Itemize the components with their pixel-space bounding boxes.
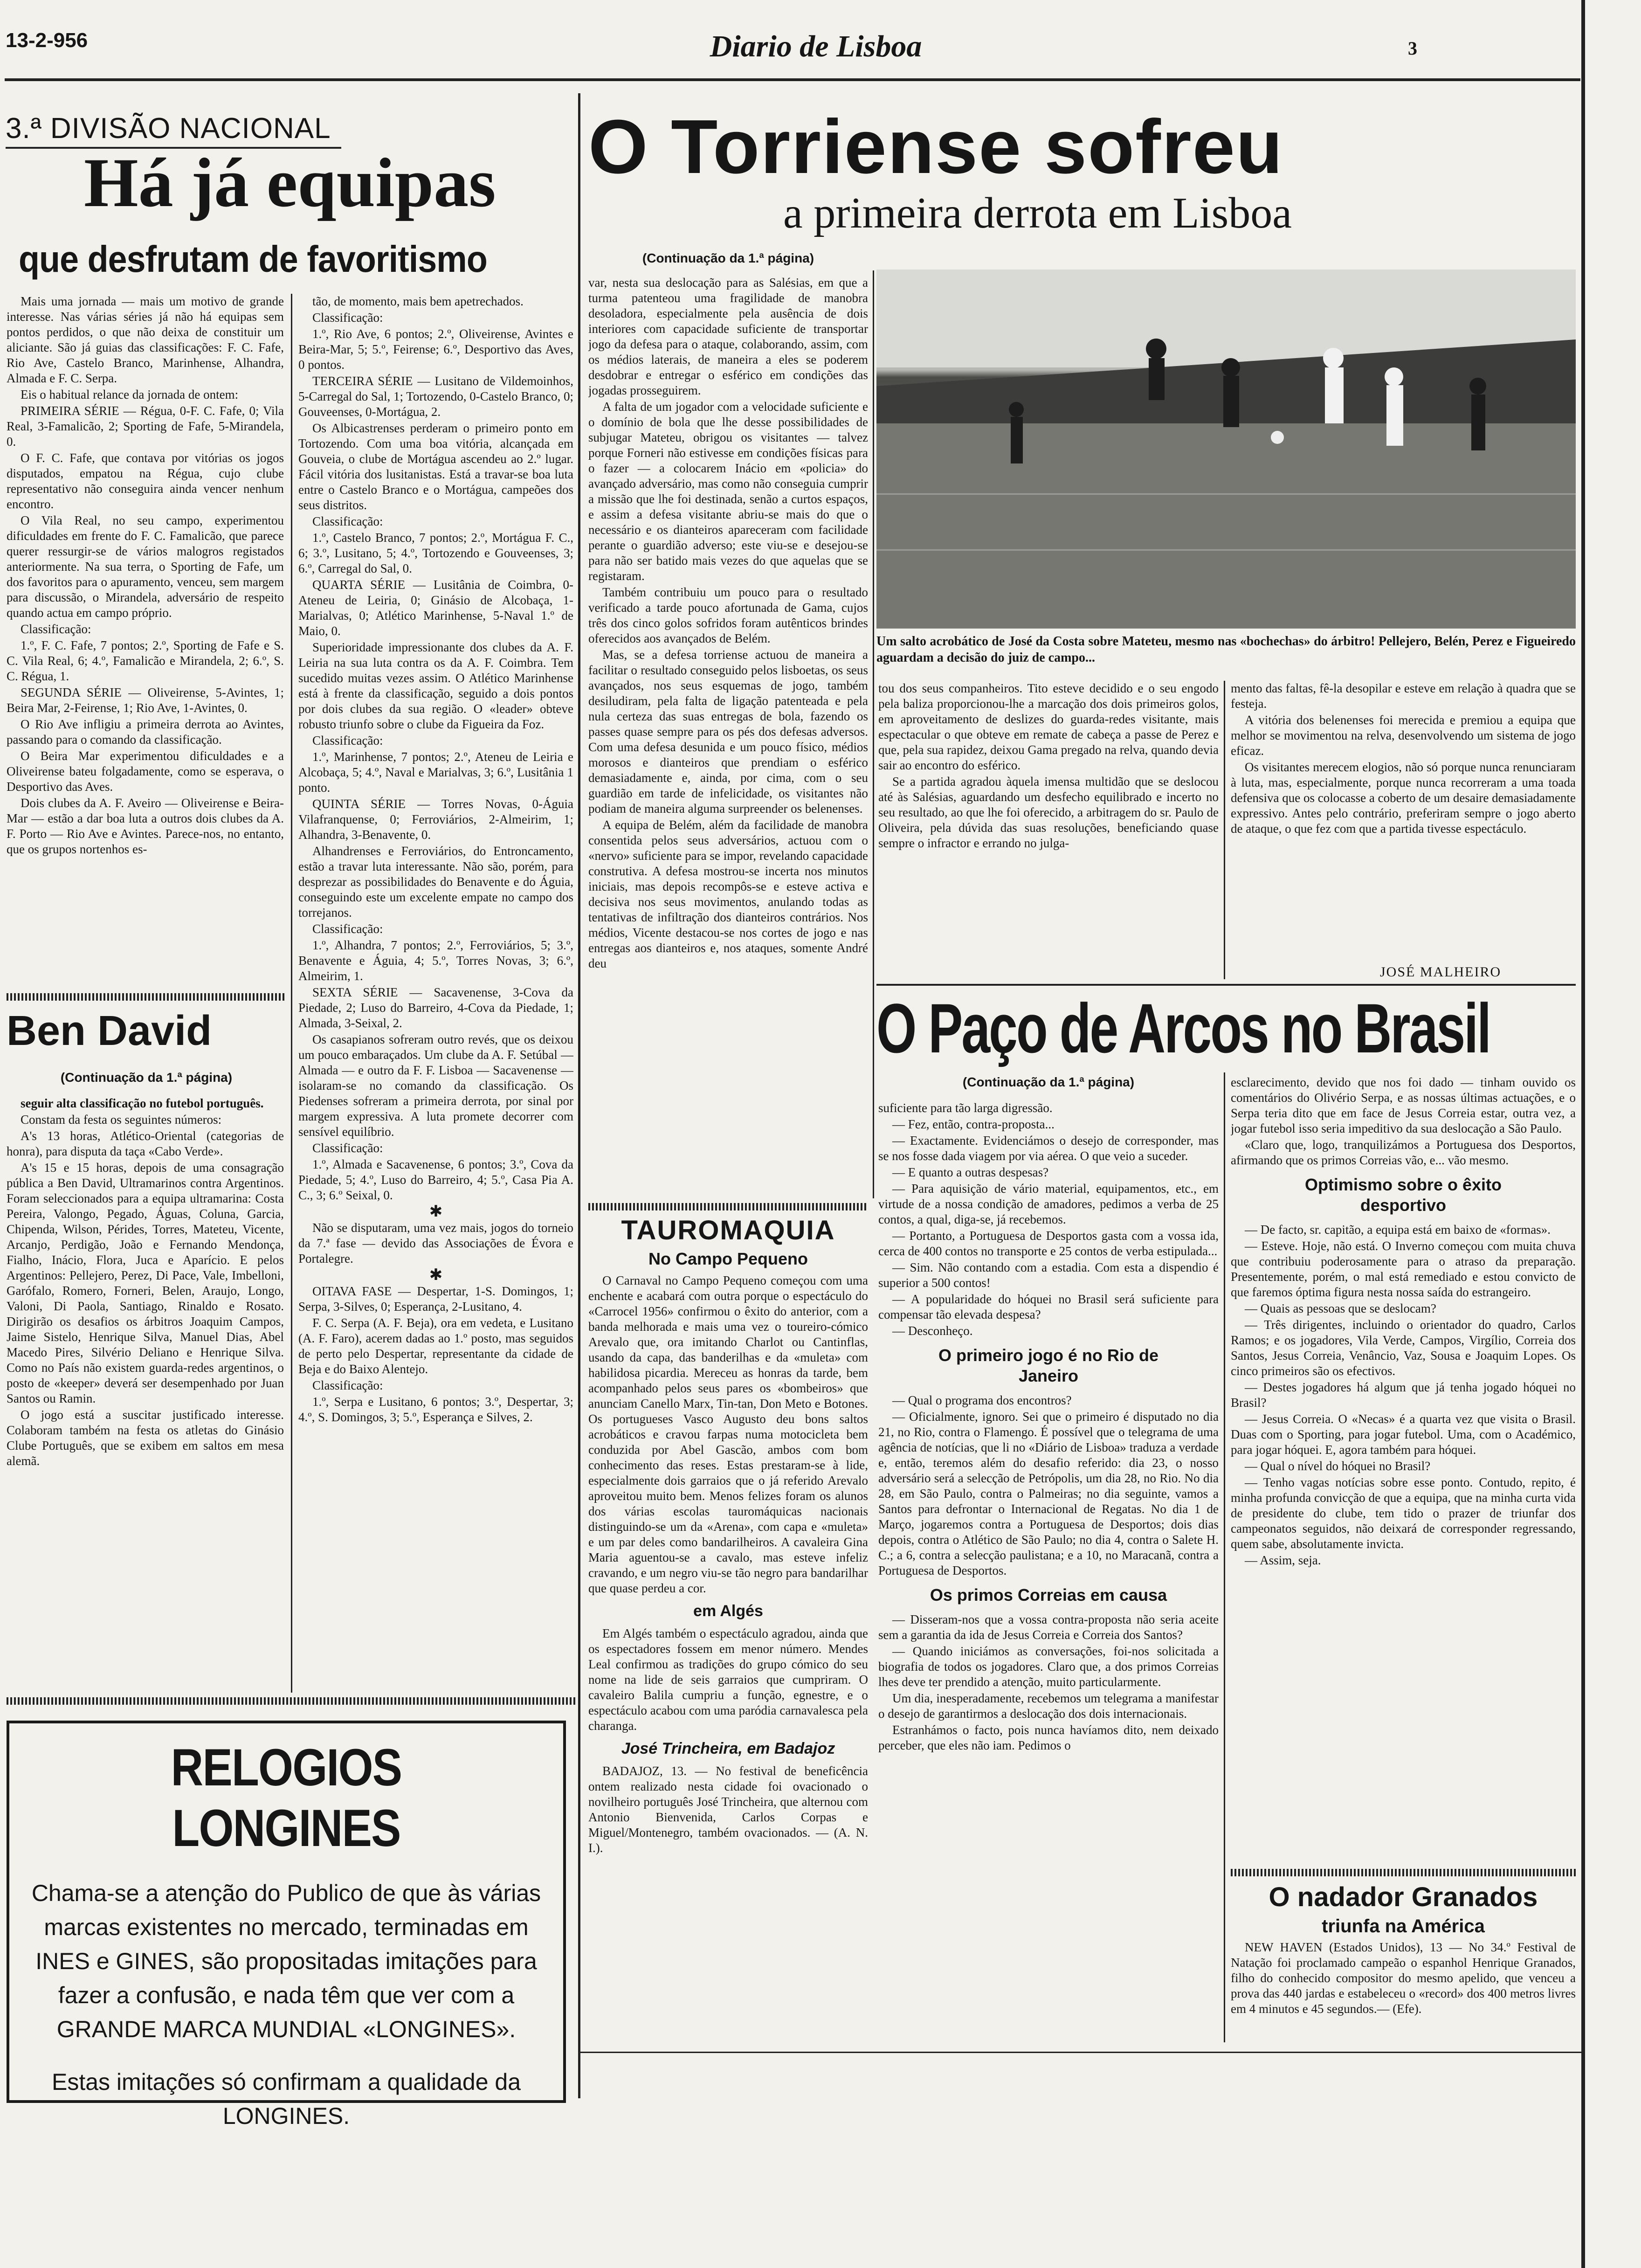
paragraph: 1.º, F. C. Fafe, 7 pontos; 2.º, Sporting de Fafe e S. C. Vila Real, 6; 4.º, Famalicão e Mirandela, 2; 6.º, S. C. Régua, 1. <box>7 638 284 683</box>
granados-title: O nadador Granados <box>1269 1882 1538 1912</box>
paragraph: 1.º, Rio Ave, 6 pontos; 2.º, Oliveirense, Avintes e Beira-Mar, 5; 5.º, Feirense; 6.º, Desportivo das Aves, 0 pontos. <box>298 327 573 372</box>
paragraph: «Claro que, logo, tranquilizámos a Portuguesa dos Desportos, afirmando que os primos Correias vão, e... vão mesmo. <box>1231 1138 1576 1167</box>
paragraph: — Portanto, a Portuguesa de Desportos gasta com a vossa ida, cerca de 400 contos no transporte e 25 contos de verba estipulada... <box>878 1229 1219 1258</box>
paragraph: NEW HAVEN (Estados Unidos), 13 — No 34.º Festival de Natação foi proclamado campeão o espanhol Henrique Granados, filho do conhecido compositor do mesmo apelido, que venceu a prova das 440 jardas e estabeleceu o «record» dos 400 metros livres em 4 minutos e 45 segundos.— (Efe). <box>1231 1940 1576 2016</box>
paco-subhead: O primeiro jogo é no Rio de Janeiro <box>938 1346 1159 1385</box>
paragraph: Classificação: <box>312 1378 383 1392</box>
masthead: Diario de Lisboa <box>710 29 922 63</box>
paragraph: Classificação: <box>312 514 383 528</box>
section-divider <box>7 993 286 1001</box>
tauromaquia-subhead: em Algés <box>693 1602 763 1620</box>
paragraph: — Qual o programa dos encontros? <box>892 1393 1072 1407</box>
paragraph: — Exactamente. Evidenciámos o desejo de corresponder, mas se nos fosse dada viagem por via aérea. O que veio a suceder. <box>878 1134 1219 1163</box>
ben-david-continuation: (Continuação da 1.ª página) <box>60 1070 233 1085</box>
paco-title: O Paço de Arcos no Brasil <box>876 989 1490 1067</box>
paragraph: tão, de momento, mais bem apetrechados. <box>312 294 524 308</box>
paragraph: — Tenho vagas notícias sobre esse ponto. Contudo, repito, é minha profunda convicção de que a equipa, que na minha curta vida de presidente do clube, tem tido o prazer de triunfar dos campeonatos seguidos, não deixará de corresponder regressando, quem sabe, absolutamente invicta. <box>1231 1475 1576 1551</box>
paragraph: Alhandrenses e Ferroviários, do Entroncamento, estão a travar luta interessante. Não são, porém, para desprezar as possibilidades do Benavente e do Águia, conseguindo este um excelente empate no campo dos torrejanos. <box>298 844 573 920</box>
paragraph: Classificação: <box>21 622 91 636</box>
ad-headline: RELOGIOS LONGINES <box>171 1738 402 1857</box>
column-rule <box>1224 681 1225 979</box>
paragraph: Um dia, inesperadamente, recebemos um telegrama a manifestar o desejo de garantirmos a deslocação dos dois internacionais. <box>878 1691 1219 1721</box>
photo-caption: Um salto acrobático de José da Costa sobre Mateteu, mesmo nas «bochechas» do árbitro! Pellejero, Belén, Perez e Figueiredo aguardam a decisão do juiz de campo... <box>876 634 1576 665</box>
longines-ad <box>7 1721 566 2129</box>
paragraph: mento das faltas, fê-la desopilar e esteve em relação à quadra que se festeja. <box>1231 681 1576 711</box>
paragraph: Não se disputaram, uma vez mais, jogos do torneio da 7.ª fase — devido das Associações de Évora e Portalegre. <box>298 1221 573 1265</box>
right-edge-rule <box>1581 0 1585 2268</box>
paragraph: — Disseram-nos que a vossa contra-proposta não seria aceite sem a garantia da ida de Jesus Correia e Correia dos Santos? <box>878 1612 1219 1642</box>
article-subtitle: que desfrutam de favoritismo <box>19 238 487 280</box>
article-kicker: 3.ª DIVISÃO NACIONAL <box>6 112 331 145</box>
granados-subtitle: triunfa na América <box>1322 1916 1485 1936</box>
paragraph: — Desconheço. <box>892 1324 973 1338</box>
paragraph: 1.º, Almada e Sacavenense, 6 pontos; 3.º, Cova da Piedade, 5; 4.º, Luso do Barreiro, 4; 5.º, Casa Pia A. C., 3; 6.º Seixal, 0. <box>298 1157 573 1202</box>
paragraph: SEGUNDA SÉRIE — Oliveirense, 5-Avintes, 1; Beira Mar, 2-Feirense, 1; Rio Ave, 1-Avintes, 0. <box>7 685 284 715</box>
paragraph: A's 15 e 15 horas, depois de uma consagração pública a Ben David, Ultramarinos contra Argentinos. Foram seleccionados para a equipa ultramarina: Costa Pereira, Valongo, Pegado, Águas, Coluna, Garcia, Chipenda, Wilson, Pérides, Torres, Mateteu, Vicente, Arcanjo, Perdigão, João e Fernando Mendonça, Fialho, Inácio, Flora, Juca e Aparício. E pelos Argentinos: Pellejero, Perez, Di Pace, Vale, Imbelloni, Garófalo, Romero, Forneri, Belen, Araujo, Longo, Valoni, Di Paola, Santiago, Rinaldo e Rosato. Dirigirão os desafios os árbitros Joaquim Campos, Jaime Sistelo, Henrique Silva, Manuel Dias, Abel Macedo Pires, Silvério Deliano e Henrique Silva. Como no País não existem guarda-redes argentinos, o posto de «keeper» deverá ser desempenhado por Juan Santos ou Ramin. <box>7 1161 284 1405</box>
paragraph: SEXTA SÉRIE — Sacavenense, 3-Cova da Piedade, 2; Luso do Barreiro, 4-Cova da Piedade, 1; Almada, 3-Seixal, 2. <box>298 985 573 1030</box>
torriense-title-line2: a primeira derrota em Lisboa <box>783 189 1292 237</box>
paragraph: A equipa de Belém, além da facilidade de manobra consentida pelos seus adversários, actuou com o «nervo» suficiente para se impor, revelando capacidade construtiva. A defesa mostrou-se incerta nos minutos iniciais, mas depois recompôs-se e esteve activa e decisiva nos seus movimentos, anulando todas as tentativas de infiltração dos dianteiros contrários. Nos médios, Vicente destacou-se nos cortes de jogo e nas entregas aos dianteiros e, nos ataques, somente André deu <box>588 818 868 970</box>
ben-david-title: Ben David <box>7 1008 212 1054</box>
paragraph: OITAVA FASE — Despertar, 1-S. Domingos, 1; Serpa, 3-Silves, 0; Esperança, 2-Lusitano, 4. <box>298 1284 573 1314</box>
paragraph: Classificação: <box>312 311 383 325</box>
paragraph: A vitória dos belenenses foi merecida e premiou a equipa que melhor se movimentou na relva, desenvolvendo um sistema de jogo eficaz. <box>1231 713 1576 758</box>
paragraph: Superioridade impressionante dos clubes da A. F. Leiria na sua luta contra os da A. F. Coimbra. Tem sucedido muitas vezes assim. O Atlético Marinhense está à frente da classificação, seguido a dois pontos por dois clubes da sua região. O «leader» obteve robusto triunfo sobre o clube da Figueira da Foz. <box>298 640 573 731</box>
header-date: 13-2-956 <box>6 29 88 52</box>
paragraph: — A popularidade do hóquei no Brasil será suficiente para compensar tão elevada despesa? <box>878 1292 1219 1321</box>
paragraph: — Esteve. Hoje, não está. O Inverno começou com muita chuva que contribuiu poderosamente para o atraso da preparação. Presentemente, porém, o mal está remediado e estou convicto de que faremos óptima figura nesta nossa saída do estrangeiro. <box>1231 1239 1576 1299</box>
paragraph: QUARTA SÉRIE — Lusitânia de Coimbra, 0-Ateneu de Leiria, 0; Ginásio de Alcobaça, 1-Marialvas, 0; Atlético Marinhense, 5-Naval 1.º de Maio, 0. <box>298 578 573 638</box>
section-divider <box>1231 1869 1576 1876</box>
ad-body: Chama-se a atenção do Publico de que às várias marcas existentes no mercado, terminadas em INES e GINES, são propositadas imitações para fazer a confusão, e nada têm que ver com a GRANDE MARCA MUNDIAL «LONGINES». <box>31 1880 541 2042</box>
paragraph: — Oficialmente, ignoro. Sei que o primeiro é disputado no dia 21, no Rio, contra o Flamengo. É possível que o telegrama de uma agência de notícias, que li no «Diário de Lisboa» traduza a verdade e, então, teremos além do desafio referido: dia 23, o nosso adversário será a selecção de Petrópolis, um dia 28, no Rio. No dia 28, em São Paulo, contra o Palmeiras; no dia seguinte, vamos a Santos para defrontar o Internacional de Regatas. No dia 1 de Março, jogaremos contra a Portuguesa de Desportos; dois dias depois, contra o Atlético de São Paulo; no dia 4, contra o Salete H. C.; a 6, contra a selecção paulistana; e a 10, no Maracanã, contra a Portuguesa de Desportos. <box>878 1410 1219 1577</box>
paragraph: — Quais as pessoas que se deslocam? <box>1245 1301 1436 1315</box>
paragraph: tou dos seus companheiros. Tito esteve decidido e o seu engodo pela baliza proporcionou-lhe a marcação dos dois primeiros golos, em aproveitamento de deslizes do guarda-redes visitante, mais espectacular o que obteve em remate de cabeça a passe de Perez e que, pela sua rapidez, deixou Gama pregado na relva, quando devia sair ao encontro do esférico. <box>878 681 1219 772</box>
section-rule <box>876 984 1576 986</box>
paragraph: — Sim. Não contando com a estadia. Com esta a dispendio é superior a 500 contos! <box>878 1260 1219 1290</box>
paragraph: — Três dirigentes, incluindo o orientador do quadro, Carlos Ramos; e os jogadores, Vila Verde, Campos, Virgílio, Correia dos Santos, Jesus Correia, Venâncio, Vaz, Sousa e Joaquim Lopes. Os cinco primeiros são os efectivos. <box>1231 1318 1576 1378</box>
paragraph: Os Albicastrenses perderam o primeiro ponto em Tortozendo. Com uma boa vitória, alcançada em Gouveia, o clube de Mortágua ascendeu ao 2.º lugar. Fácil vitória dos lusitanistas. Está a travar-se boa luta entre o Castelo Branco e o Mortágua, campeões dos seus distritos. <box>298 421 573 512</box>
paragraph: O Carnaval no Campo Pequeno começou com uma enchente e acabará com outra porque o espectáculo do «Carrocel 1956» confirmou o êxito do anterior, com a banda melhorada e mais uma vez o toureiro-cómico Arevalo que, ora imitando Charlot ou Cantinflas, usando da capa, das banderilhas e da «muleta» com habilidosa picardia. Mereceu as honras da tarde, bem acompanhado pelos seus pares os «bombeiros» que anunciam Canello Marx, Tin-tan, Don Meto e Botones. Os portugueses Vasco Augusto deu bons saltos acrobáticos e cravou farpas numa motocicleta bem conduzida por Abel Gascão, ambos com bom conhecimento das reses. Estas prestaram-se à lide, especialmente dois garraios que o já referido Arevalo aproveitou muito bem. Menos felizes foram os alunos dos várias escolas tauromáquicas nacionais distinguindo-se um da «Arena», com capa e «muleta» e um par deles como bandarilheiros. A cavaleira Gina Maria aguentou-se a cavalo, mas esteve infeliz cravando, e um negro viu-se tão negro para bandarilhar que quase perdeu a cor. <box>588 1273 868 1595</box>
paco-col2 <box>1231 1075 1576 1867</box>
torriense-continuation: (Continuação da 1.ª página) <box>642 251 814 265</box>
paragraph: — Para aquisição de vário material, equipamentos, etc., em virtude de a nossa condição de amadores, pedimos a verba de 25 contos, a qual, diga-se, já recebemos. <box>878 1182 1219 1226</box>
torriense-col1 <box>588 275 868 1201</box>
left-article-col1 <box>7 294 284 984</box>
ad-footer: Estas imitações só confirmam a qualidade da LONGINES. <box>51 2069 521 2129</box>
paragraph: A falta de um jogador com a velocidade suficiente e o domínio de bola que lhe desse possibilidades de subjugar Mateteu, obrigou os visitantes — talvez porque Forneri não estivesse em condições físicas para o fazer — a colocarem Inácio em «policia» do avançado adversário, mas como não conseguia cumprir a missão que lhe foi destinada, senão a curtos espaços, e assim a defesa visitante abriu-se mais do que o necessário e os dianteiros apareceram com facilidade perante o guardião adverso; este viu-se e desejou-se para não ser batido mais vezes do que aquelas que se registaram. <box>588 400 868 583</box>
paragraph: — E quanto a outras despesas? <box>892 1165 1049 1179</box>
paragraph: Estranhámos o facto, pois nunca havíamos dito, nem deixado perceber, que eles não iam. Pedimos o <box>878 1723 1219 1752</box>
tauromaquia-body <box>588 1273 868 2047</box>
paragraph: PRIMEIRA SÉRIE — Régua, 0-F. C. Fafe, 0; Vila Real, 3-Famalicão, 2; Sporting de Fafe, 5-Mirandela, 0. <box>7 404 284 449</box>
section-divider <box>7 1697 575 1705</box>
paragraph: O Beira Mar experimentou dificuldades e a Oliveirense bateu folgadamente, como se esperava, o Desportivo das Aves. <box>7 749 284 794</box>
tauromaquia-title: TAUROMAQUIA <box>621 1215 835 1245</box>
paragraph: Também contribuiu um pouco para o resultado verificado a tarde pouco afortunada de Gama, cujos três dos cinco golos sofridos foram autênticos brindes oferecidos aos avançados de Belém. <box>588 585 868 645</box>
torriense-col2 <box>878 681 1219 979</box>
header-rule <box>5 78 1580 81</box>
paragraph: Em Algés também o espectáculo agradou, ainda que os espectadores fossem em menor número. Mendes Leal confirmou as tradições do grupo cómico do seu nome na lide de seis garraios que cumpriram. O cavaleiro Balila cumpriu a função, egnestre, e o espectáculo acabou com uma paródia carnavalesca pela charanga. <box>588 1626 868 1733</box>
tauromaquia-subhead: No Campo Pequeno <box>648 1249 808 1268</box>
paragraph: 1.º, Serpa e Lusitano, 6 pontos; 3.º, Despertar, 3; 4.º, S. Domingos, 3; 5.º, Esperança e Silves, 2. <box>298 1395 573 1424</box>
paco-subhead: Os primos Correias em causa <box>930 1585 1167 1604</box>
paragraph: A's 13 horas, Atlético-Oriental (categorias de honra), para disputa da taça «Cabo Verde». <box>7 1129 284 1158</box>
paragraph: Classificação: <box>312 733 383 747</box>
paragraph: Classificação: <box>312 1141 383 1155</box>
page-number: 3 <box>1408 38 1417 59</box>
column-rule <box>1224 1072 1225 2042</box>
paragraph: — Jesus Correia. O «Necas» é a quarta vez que visita o Brasil. Duas com o Sporting, para jogar futebol. Uma, com o Académico, para jogar hóquei. E, agora também para hóquei. <box>1231 1412 1576 1457</box>
main-vertical-rule <box>578 93 580 2098</box>
paragraph: O jogo está a suscitar justificado interesse. Colaboram também na festa os atletas do Ginásio Clube Português, que se exibem em saltos em mesa alemã. <box>7 1408 284 1468</box>
paragraph: Se a partida agradou àquela imensa multidão que se deslocou até às Salésias, aguardando um desfecho equilibrado e incerto no seu resultado, ao que lhe foi oferecido, a arbitragem do sr. Paulo de Oliveira, pela dúvida das suas resoluções, beneficiando quase sempre o infractor e errando no julga- <box>878 774 1219 850</box>
paragraph: O Vila Real, no seu campo, experimentou dificuldades em frente do F. C. Famalicão, que parece querer ressurgir-se de vários malogros registados anteriormente. Na sua terra, o Sporting de Fafe, um dos favoritos para o apuramento, venceu, sem margem para discussão, o Mirandela, adversário de respeito quando actua em campo próprio. <box>7 513 284 620</box>
paragraph: Os visitantes merecem elogios, não só porque nunca renunciaram à luta, mas, especialmente, porque nunca recorreram a uma toada defensiva que os colocasse a coberto de um desaire demasiadamente expressivo. Antes pelo contrário, preferiram sempre o jogo aberto de ataque, o que fez com que a partida tivesse espectáculo. <box>1231 760 1576 836</box>
tauromaquia-subhead: José Trincheira, em Badajoz <box>621 1740 835 1757</box>
paco-continuation: (Continuação da 1.ª página) <box>962 1075 1135 1089</box>
paco-subhead: Optimismo sobre o êxito desportivo <box>1304 1175 1502 1215</box>
paragraph: Classificação: <box>312 922 383 936</box>
paragraph: QUINTA SÉRIE — Torres Novas, 0-Águia Vilafranquense, 0; Ferroviários, 2-Almeirim, 1; Alhandra, 3-Benavente, 0. <box>298 797 573 842</box>
granados-body <box>1231 1940 1576 2047</box>
paragraph: esclarecimento, devido que nos foi dado — tinham ouvido os comentários do Olivério Serpa, e as nossas últimas actuações, e o Serpa teria dito que em face de Jesus Correia estar, outra vez, a jogar futebol isso seria impeditivo da sua deslocação a São Paulo. <box>1231 1075 1576 1135</box>
paragraph: 1.º, Marinhense, 7 pontos; 2.º, Ateneu de Leiria e Alcobaça, 5; 4.º, Naval e Marialvas, 3; 6.º, Lusitânia 1 ponto. <box>298 750 573 795</box>
paco-col1 <box>878 1100 1219 2042</box>
article-title: Há já equipas <box>84 144 496 221</box>
torriense-col3 <box>1231 681 1576 961</box>
paragraph: seguir alta classificação no futebol português. <box>21 1096 264 1110</box>
paragraph: Eis o habitual relance da jornada de ontem: <box>21 387 239 401</box>
paragraph: Os casapianos sofreram outro revés, que os deixou um pouco embaraçados. Um clube da A. F. Setúbal — Almada — e outro da F. F. Lisboa — Sacavenense — isolaram-se no comando da classificação. Os Piedenses sofreram a primeira derrota, por sinal por margem expressiva. A luta promete decorrer com sensível equilíbrio. <box>298 1032 573 1139</box>
torriense-title-line1: O Torriense sofreu <box>588 104 1284 189</box>
paragraph: F. C. Serpa (A. F. Beja), ora em vedeta, e Lusitano (A. F. Faro), acerem dadas ao 1.º posto, mas seguidos de perto pelo Despertar, representante da cidade de Beja e do Baixo Alentejo. <box>298 1316 573 1376</box>
paragraph: var, nesta sua deslocação para as Salésias, em que a turma patenteou uma fragilidade de manobra desoladora, especialmente pela ausência de dois interiores com capacidade suficiente de transportar jogo da defesa para o ataque, colaborando, assim, com os médios laterais, de maneira a eles se poderem desdobrar e entregar o esférico em condições das jogadas prosseguirem. <box>588 276 868 397</box>
paragraph: — Assim, seja. <box>1245 1553 1321 1567</box>
paragraph: TERCEIRA SÉRIE — Lusitano de Vildemoinhos, 5-Carregal do Sal, 1; Tortozendo, 0-Castelo Branco, 0; Gouveenses, 0-Mortágua, 2. <box>298 374 573 419</box>
left-article-col2 <box>298 294 573 1693</box>
paragraph: O Rio Ave infligiu a primeira derrota ao Avintes, passando para o comando da classificação. <box>7 717 284 747</box>
paragraph: — Quando iniciámos as conversações, foi-nos solicitada a biografia de todos os jogadores. Claro que, a dos primos Correias lhes deve ter prendido a atenção, muito particularmente. <box>878 1644 1219 1689</box>
column-rule <box>291 294 292 1693</box>
paragraph: Constam da festa os seguintes números: <box>21 1113 222 1127</box>
section-divider <box>588 1203 868 1210</box>
paragraph: — Qual o nível do hóquei no Brasil? <box>1245 1459 1431 1473</box>
paragraph: 1.º, Castelo Branco, 7 pontos; 2.º, Mortágua F. C., 6; 3.º, Lusitano, 5; 4.º, Tortozendo e Gouveenses, 3; 6.º, Carregal do Sal, 0. <box>298 531 573 575</box>
paragraph: 1.º, Alhandra, 7 pontos; 2.º, Ferroviários, 5; 3.º, Benavente e Águia, 4; 5.º, Torres Novas, 3; 6.º, Almeirim, 1. <box>298 938 573 983</box>
section-star: ✱ <box>429 1203 443 1220</box>
paragraph: — Destes jogadores há algum que já tenha jogado hóquei no Brasil? <box>1231 1380 1576 1410</box>
section-star: ✱ <box>429 1266 443 1284</box>
paragraph: — Fez, então, contra-proposta... <box>892 1117 1055 1131</box>
paragraph: Mais uma jornada — mais um motivo de grande interesse. Nas várias séries já não há equipas sem pontos perdidos, o que não deixa de constituir um aliciante. São já guias das classificações: F. C. Fafe, Rio Ave, Castelo Branco, Marinhense, Alhandra, Almada e F. C. Serpa. <box>7 294 284 385</box>
paragraph: Dois clubes da A. F. Aveiro — Oliveirense e Beira-Mar — estão a dar boa luta a outros dois clubes da A. F. Porto — Rio Ave e Avintes. Parece-nos, no entanto, que os grupos nortenhos es- <box>7 796 284 856</box>
article-signature: JOSÉ MALHEIRO <box>1380 964 1502 980</box>
ben-david-body <box>7 1096 284 1688</box>
paragraph: BADAJOZ, 13. — No festival de beneficência ontem realizado nesta cidade foi ovacionado o novilheiro português José Trincheira, que alternou com Antonio Bienvenida, Carlos Corpas e Miguel/Montenegro, também ovacionados. — (A. N. I.). <box>588 1764 868 1855</box>
paragraph: — De facto, sr. capitão, a equipa está em baixo de «formas». <box>1245 1223 1551 1237</box>
match-photo-art <box>876 270 1576 629</box>
match-photo <box>876 270 1576 629</box>
paragraph: O F. C. Fafe, que contava por vitórias os jogos disputados, empatou na Régua, cujo clube representativo não conseguira ainda vencer nenhum encontro. <box>7 451 284 511</box>
column-rule <box>873 270 874 1198</box>
bottom-rule <box>580 2052 1583 2053</box>
paragraph: suficiente para tão larga digressão. <box>878 1101 1053 1115</box>
paragraph: Mas, se a defesa torriense actuou de maneira a facilitar o resultado conseguido pelos lisboetas, os seus avançados, nos seus esquemas de jogo, também desiludiram, pela falta de ligação patenteada e pela nula certeza das suas entregas de bola, fazendo os passes quase sempre para os pés dos defesas adversos. Com uma defesa desunida e um pouco físico, médios morosos e dianteiros que prendiam o esférico demasiadamente e, ainda, por cima, com o seu guardião em tarde de infelicidade, os visitantes não podiam de maneira alguma surpreender os belenenses. <box>588 648 868 816</box>
